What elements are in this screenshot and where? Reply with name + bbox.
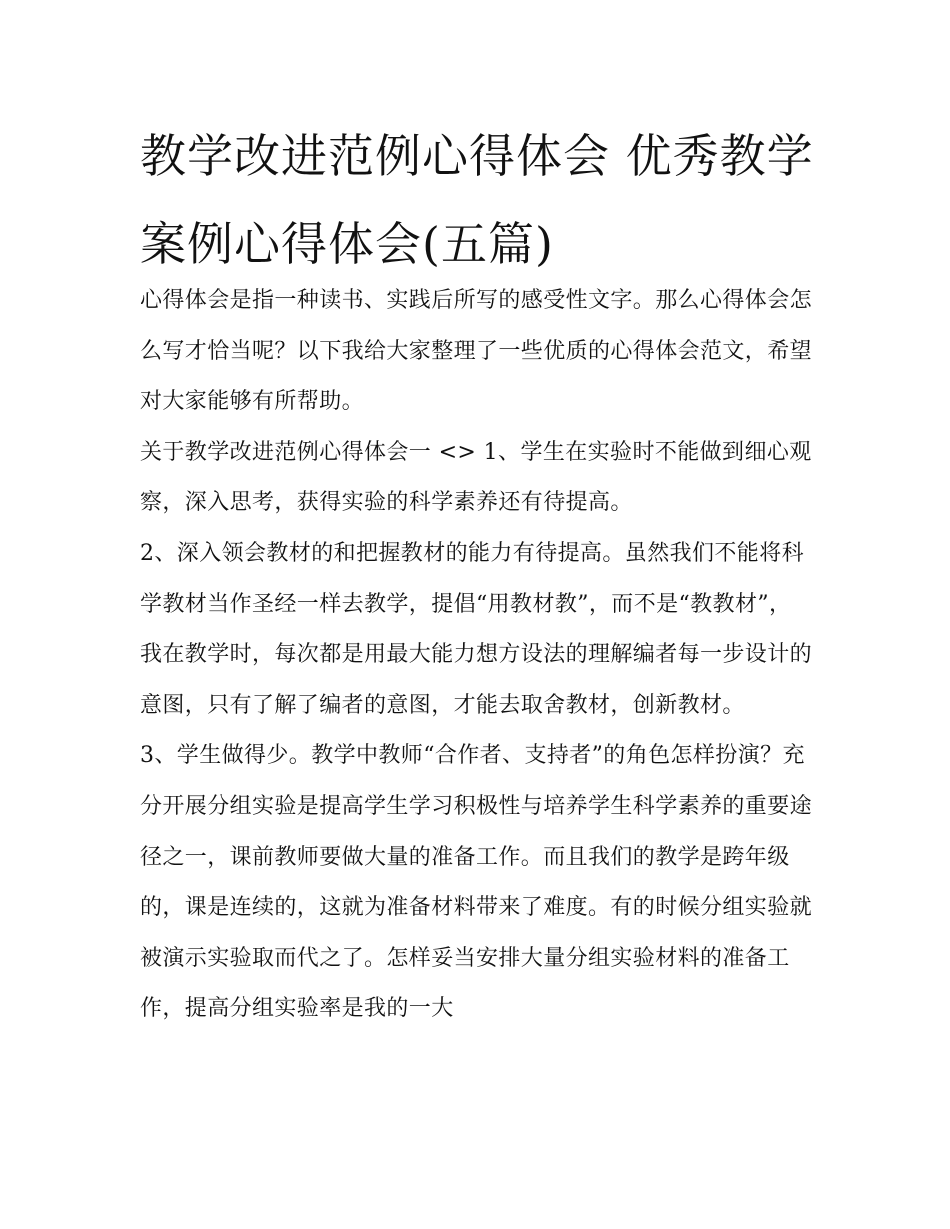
paragraph-point-3: 3、学生做得少。教学中教师“合作者、支持者”的角色怎样扮演？充分开展分组实验是提高学生学习积极性与培养学生科学素养的重要途径之一，课前教师要做大量的准备工作。而且我们的教学是跨年级的，课是连续的，这就为准备材料带来了难度。有的时候分组实验就被演示实验取而代之了。怎样妥当安排大量分组实验材料的准备工作，提高分组实验率是我的一大	[140, 743, 813, 1022]
paragraph-point-1: 关于教学改进范例心得体会一 <> 1、学生在实验时不能做到细心观察，深入思考，获得实验的科学素养还有待提高。	[140, 439, 812, 516]
document-body	[140, 276, 812, 1035]
paragraph-intro: 心得体会是指一种读书、实践后所写的感受性文字。那么心得体会怎么写才恰当呢？以下我给大家整理了一些优质的心得体会范文，希望对大家能够有所帮助。	[140, 288, 813, 415]
document-title: 教学改进范例心得体会 优秀教学案例心得体会(五篇)	[140, 129, 814, 271]
paragraph-point-2: 2、深入领会教材的和把握教材的能力有待提高。虽然我们不能将科学教材当作圣经一样去教学，提倡“用教材教”，而不是“教教材”，我在教学时，每次都是用最大能力想方设法的理解编者每一步设计的意图，只有了解了编者的意图，才能去取舍教材，创新教材。	[140, 540, 813, 718]
